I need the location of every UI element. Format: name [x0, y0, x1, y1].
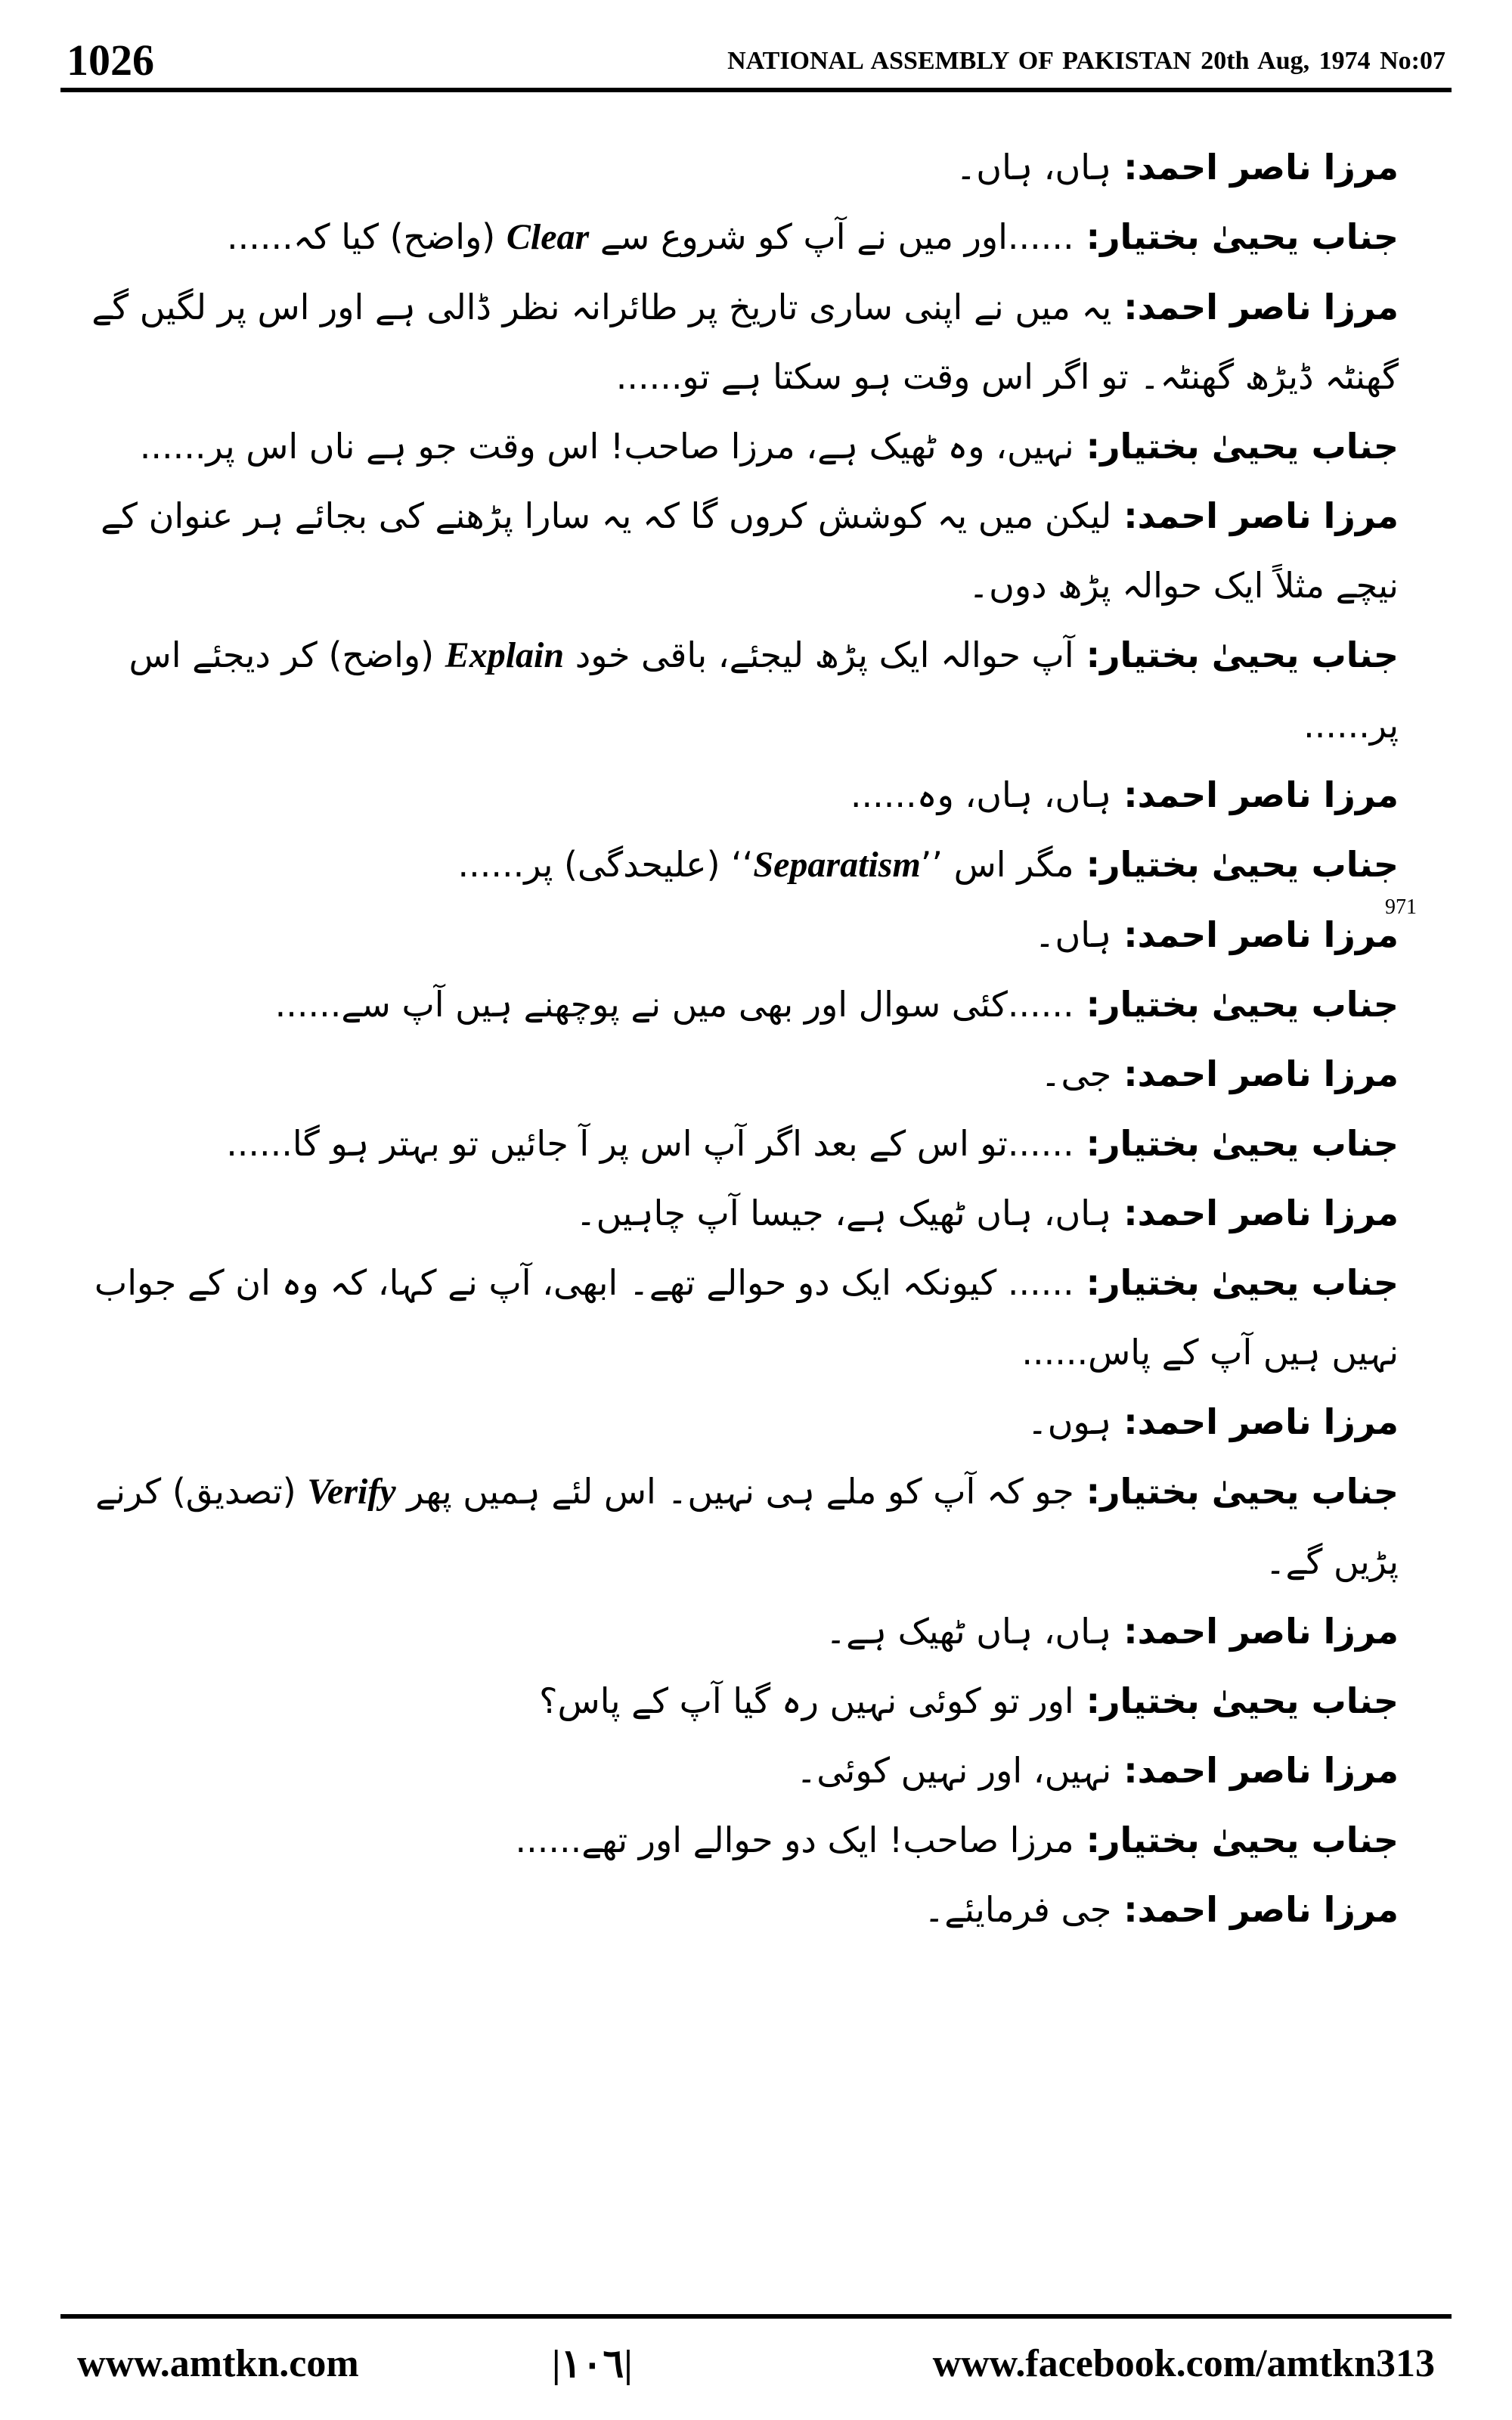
speaker-name: جناب یحییٰ بختیار: [1100, 634, 1399, 675]
speaker-name: مرزا ناصر احمد: [1137, 1611, 1399, 1652]
speaker-name: مرزا ناصر احمد: [1137, 1750, 1399, 1791]
speaker-separator: :: [1074, 634, 1101, 675]
speaker-separator: :: [1111, 1750, 1138, 1791]
transcript-entry: [60, 1457, 1452, 1596]
speaker-separator: :: [1111, 1889, 1138, 1930]
speech-text: ہاں، ہاں ٹھیک ہے۔: [826, 1611, 1112, 1652]
speech-text: ‘‘ (علیحدگی) پر......: [457, 844, 754, 885]
transcript-entry: [60, 1666, 1452, 1736]
speaker-name: مرزا ناصر احمد: [1137, 1053, 1399, 1094]
speaker-separator: :: [1074, 216, 1101, 257]
speaker-separator: :: [1111, 914, 1138, 955]
speech-text: یہ میں نے اپنی ساری تاریخ پر طائرانہ نظر ڈالی ہے اور اس پر لگیں گے گھنٹہ ڈیڑھ گھنٹہ۔ تو اگر اس وقت ہو سکتا ہے تو......: [91, 287, 1399, 397]
speaker-separator: :: [1111, 147, 1138, 188]
speaker-name: مرزا ناصر احمد: [1137, 1193, 1399, 1233]
transcript-entry: [60, 1596, 1452, 1666]
speech-text: آپ حوالہ ایک پڑھ لیجئے، باقی خود: [564, 634, 1074, 675]
speech-text: جی فرمایئے۔: [924, 1889, 1112, 1930]
speaker-name: مرزا ناصر احمد: [1137, 287, 1399, 327]
speaker-name: جناب یحییٰ بختیار: [1100, 1820, 1399, 1860]
speaker-separator: :: [1074, 1820, 1101, 1860]
speaker-name: مرزا ناصر احمد: [1137, 1889, 1399, 1930]
speaker-name: جناب یحییٰ بختیار: [1100, 984, 1399, 1025]
speaker-separator: :: [1074, 844, 1101, 885]
speech-text: نہیں، اور نہیں کوئی۔: [796, 1750, 1112, 1791]
speaker-name: مرزا ناصر احمد: [1137, 1401, 1399, 1442]
speech-text: ہاں۔: [1034, 914, 1112, 955]
speech-text: ......تو اس کے بعد اگر آپ اس پر آ جائیں تو بہتر ہو گا......: [226, 1123, 1074, 1164]
speaker-name: جناب یحییٰ بختیار: [1100, 426, 1399, 467]
transcript-entry: [60, 895, 1452, 970]
speaker-name: جناب یحییٰ بختیار: [1100, 1680, 1399, 1721]
english-term: Verify: [307, 1472, 396, 1512]
transcript-entry: [60, 1039, 1452, 1109]
speaker-name: مرزا ناصر احمد: [1137, 495, 1399, 536]
transcript-entry: [60, 272, 1452, 411]
speaker-name: جناب یحییٰ بختیار: [1100, 216, 1399, 257]
speaker-separator: :: [1111, 1193, 1138, 1233]
transcript-entry: [60, 620, 1452, 760]
page-footer: [60, 2331, 1452, 2399]
speaker-name: جناب یحییٰ بختیار: [1100, 1262, 1399, 1303]
footer-page-marker: |١٠٦|: [552, 2343, 633, 2386]
speaker-name: مرزا ناصر احمد: [1137, 914, 1399, 955]
header-rule: [60, 88, 1452, 92]
speaker-name: جناب یحییٰ بختیار: [1100, 1123, 1399, 1164]
speech-text: مرزا صاحب! ایک دو حوالے اور تھے......: [515, 1820, 1074, 1860]
speech-text: اور تو کوئی نہیں رہ گیا آپ کے پاس؟: [539, 1680, 1074, 1721]
transcript-entry: [60, 1248, 1452, 1387]
transcript-entry: [60, 1875, 1452, 1944]
facebook-link[interactable]: www.facebook.com/amtkn313: [932, 2342, 1435, 2385]
speaker-name: مرزا ناصر احمد: [1137, 774, 1399, 815]
speaker-name: جناب یحییٰ بختیار: [1100, 844, 1399, 885]
speaker-separator: :: [1074, 1680, 1101, 1721]
transcript-entry: [60, 760, 1452, 830]
speech-text: جی۔: [1040, 1053, 1112, 1094]
speech-text: (واضح) کر دیجئے اس پر......: [129, 634, 1399, 746]
speaker-name: مرزا ناصر احمد: [1137, 147, 1399, 188]
speaker-name: جناب یحییٰ بختیار: [1100, 1471, 1399, 1512]
page-header: [60, 30, 1452, 91]
transcript-entry: [60, 202, 1452, 272]
speaker-separator: :: [1074, 984, 1101, 1025]
english-term: Separatism: [753, 845, 921, 885]
transcript-entry: [60, 1109, 1452, 1178]
speech-text: لیکن میں یہ کوشش کروں گا کہ یہ سارا پڑھنے کی بجائے ہر عنوان کے نیچے مثلاً ایک حوالہ پڑھ دوں۔: [101, 495, 1399, 606]
speech-text: ......اور میں نے آپ کو شروع سے: [589, 216, 1074, 257]
speaker-separator: :: [1111, 1611, 1138, 1652]
transcript-entry: [60, 1387, 1452, 1457]
speech-text: ...... کیونکہ ایک دو حوالے تھے۔ ابھی، آپ نے کہا، کہ وہ ان کے جواب نہیں ہیں آپ کے پاس......: [94, 1262, 1399, 1373]
speaker-separator: :: [1111, 287, 1138, 327]
speech-text: ہاں، ہاں، وہ......: [850, 774, 1112, 815]
footer-rule: [60, 2314, 1452, 2319]
speaker-separator: :: [1074, 1123, 1101, 1164]
speech-text: (تصدیق) کرنے پڑیں گے۔: [95, 1471, 1399, 1582]
transcript-entry: [60, 830, 1452, 900]
transcript-entry: [60, 1178, 1452, 1248]
speaker-separator: :: [1074, 426, 1101, 467]
running-title: NATIONAL ASSEMBLY OF PAKISTAN 20th Aug, 1974 No:07: [727, 47, 1445, 75]
speech-text: ہاں، ہاں ٹھیک ہے، جیسا آپ چاہیں۔: [575, 1193, 1112, 1233]
transcript-body: [60, 132, 1452, 2295]
speaker-separator: :: [1111, 1053, 1138, 1094]
speech-text: جو کہ آپ کو ملے ہی نہیں۔ اس لئے ہمیں پھر: [395, 1471, 1074, 1512]
transcript-entry: [60, 1805, 1452, 1875]
transcript-entry: [60, 481, 1452, 620]
transcript-entry: [60, 132, 1452, 202]
speech-text: ......کئی سوال اور بھی میں نے پوچھنے ہیں آپ سے......: [274, 984, 1074, 1025]
speech-text: ہاں، ہاں۔: [956, 147, 1112, 188]
speaker-separator: :: [1074, 1262, 1101, 1303]
transcript-entry: [60, 1736, 1452, 1805]
speech-text: مگر اس ’’: [920, 844, 1074, 885]
speaker-separator: :: [1111, 1401, 1138, 1442]
transcript-entry: [60, 970, 1452, 1039]
speaker-separator: :: [1074, 1471, 1101, 1512]
speaker-separator: :: [1111, 774, 1138, 815]
speech-text: ہوں۔: [1027, 1401, 1112, 1442]
speaker-separator: :: [1111, 495, 1138, 536]
page-number: 1026: [67, 36, 154, 85]
speech-text: نہیں، وہ ٹھیک ہے، مرزا صاحب! اس وقت جو ہے ناں اس پر......: [139, 426, 1074, 467]
speech-text: (واضح) کیا کہ......: [226, 216, 507, 257]
english-term: Clear: [506, 217, 590, 257]
english-term: Explain: [445, 635, 565, 675]
transcript-entry: [60, 411, 1452, 481]
website-link[interactable]: www.amtkn.com: [77, 2342, 359, 2385]
marginal-page-reference: 971: [1385, 895, 1417, 919]
